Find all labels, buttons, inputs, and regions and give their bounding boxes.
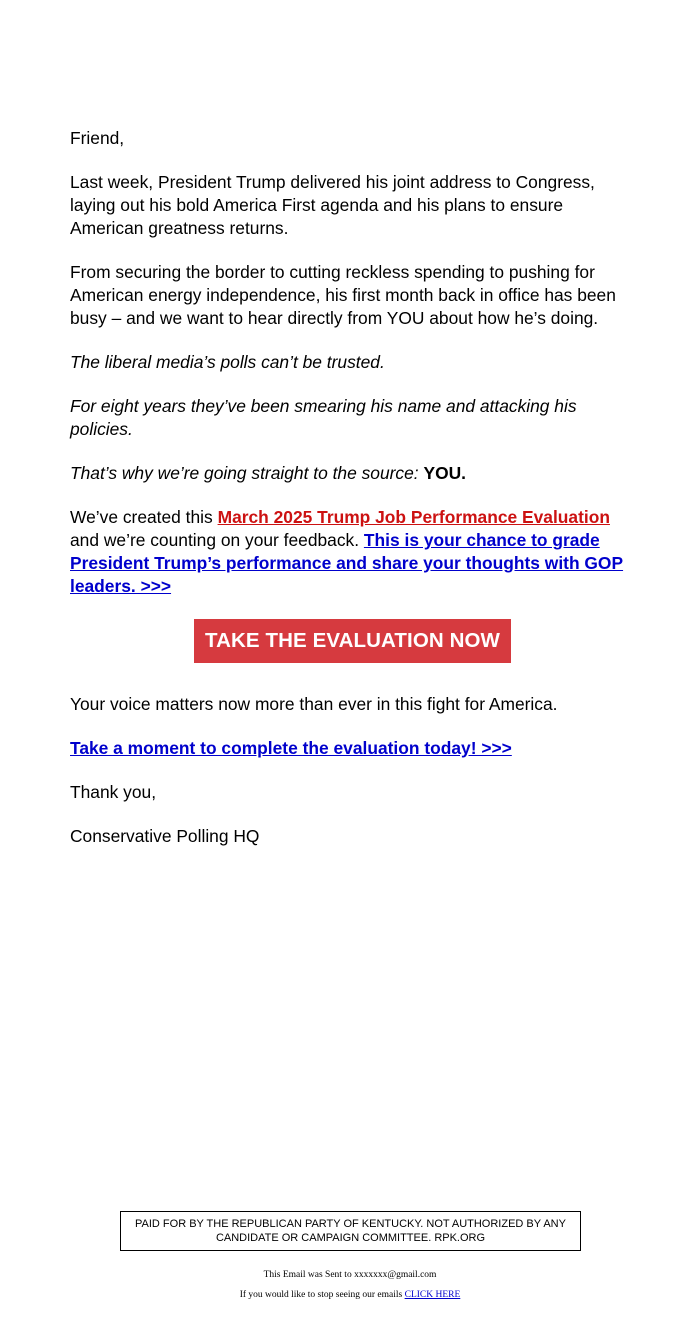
paragraph-first-month: From securing the border to cutting reckless spending to pushing for American energy independence, his first month back in office has been busy – and we want to hear directly from YOU about how he’s doing. — [70, 262, 616, 328]
paragraph-voice-matters: Your voice matters now more than ever in this fight for America. — [70, 694, 558, 714]
bold-you: YOU. — [423, 463, 466, 483]
email-body — [70, 127, 635, 869]
unsubscribe-link[interactable]: CLICK HERE — [404, 1290, 461, 1300]
greeting: Friend, — [70, 128, 125, 148]
complete-evaluation-link[interactable]: Take a moment to complete the evaluation today! >>> — [70, 738, 512, 758]
feedback-text: and we’re counting on your feedback. — [70, 530, 364, 550]
sign-off: Thank you, — [70, 782, 157, 802]
cta-container — [70, 619, 635, 663]
signature: Conservative Polling HQ — [70, 826, 260, 846]
take-evaluation-button[interactable]: TAKE THE EVALUATION NOW — [194, 619, 511, 663]
italic-media-polls: The liberal media’s polls can’t be trusted. — [70, 352, 385, 372]
paid-for-disclaimer: PAID FOR BY THE REPUBLICAN PARTY OF KENTUCKY. NOT AUTHORIZED BY ANY CANDIDATE OR CAMPAIGN COMMITTEE. RPK.ORG — [120, 1211, 581, 1251]
evaluation-intro: We’ve created this — [70, 507, 218, 527]
paragraph-joint-address: Last week, President Trump delivered his joint address to Congress, laying out his bold America First agenda and his plans to ensure American greatness returns. — [70, 172, 595, 238]
unsubscribe-notice — [0, 1289, 700, 1301]
evaluation-link[interactable]: March 2025 Trump Job Performance Evaluation — [217, 507, 610, 527]
paragraph-evaluation — [70, 506, 635, 598]
sent-to-notice: This Email was Sent to xxxxxxx@gmail.com — [263, 1270, 437, 1280]
italic-eight-years: For eight years they’ve been smearing his name and attacking his policies. — [70, 396, 577, 439]
italic-source-text: That’s why we’re going straight to the source: — [70, 463, 424, 483]
paragraph-complete-link — [70, 737, 635, 760]
paragraph-source — [70, 462, 635, 485]
unsubscribe-text: If you would like to stop seeing our emails — [239, 1290, 405, 1300]
grade-performance-link[interactable]: This is your chance to grade President Trump’s performance and share your thoughts with GOP leaders. >>> — [70, 530, 624, 596]
